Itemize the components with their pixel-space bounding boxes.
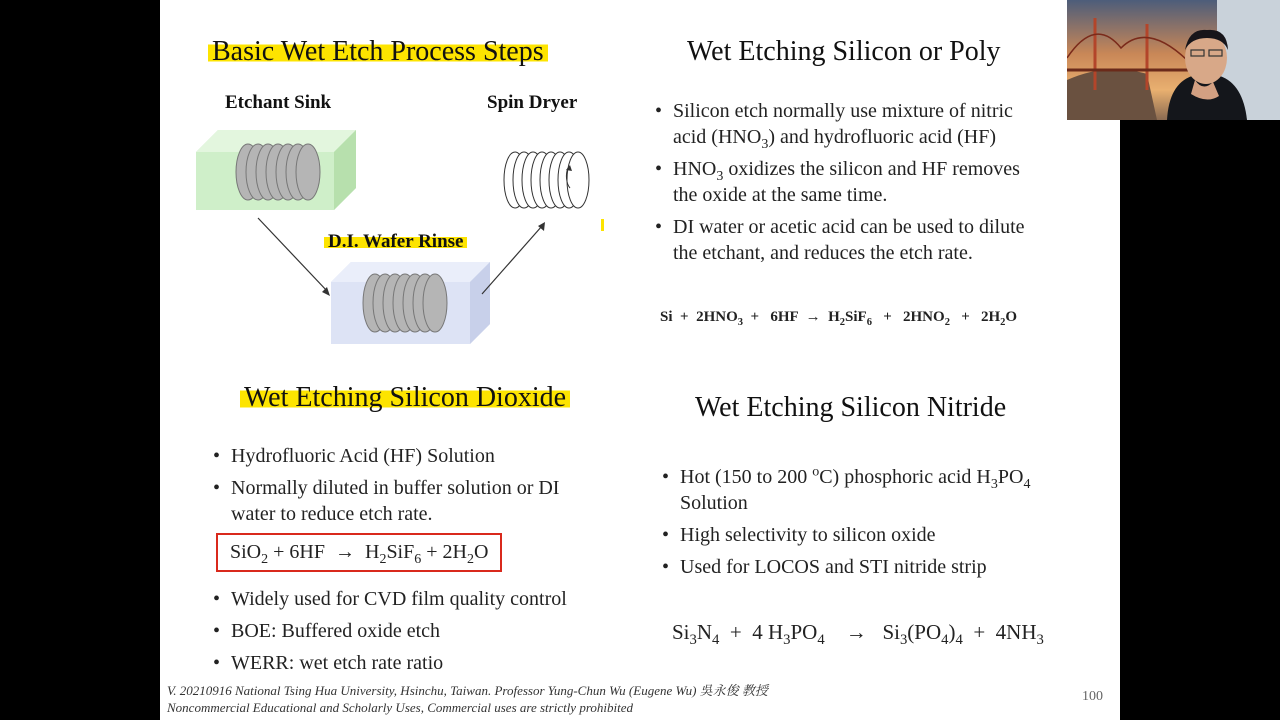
- q4-bullet-1: • Hot (150 to 200 $^o$C) phosphoric acid $H_3PO_4$ Solution: [662, 464, 1102, 516]
- wet-etch-process-diagram: [190, 118, 630, 350]
- spin-dryer-label: Spin Dryer: [487, 92, 578, 113]
- flow-arrow-sink-to-rinse: [258, 218, 330, 296]
- footer-line-2: Noncommercial Educational and Scholarly Uses, Commercial uses are strictly prohibited: [167, 700, 634, 715]
- q3-bullets-top: [213, 443, 633, 533]
- slide-footer: [167, 682, 768, 716]
- q3-bullets-bottom: [213, 586, 633, 682]
- q2-bullet-3: • DI water or acetic acid can be used to dilute the etchant, and reduces the etch rate.: [655, 214, 1095, 266]
- q3-equation-box: $SiO_2 + 6HF \to H_2SiF_6 + 2H_2O$: [216, 533, 502, 572]
- q3-bullet-5: • WERR: wet etch rate ratio: [213, 650, 633, 676]
- q4-equation: $Si_3N_4 + 4$ $H_3PO_4$ → $Si_3(PO_4)_4 + 4NH_3$: [672, 620, 1044, 649]
- footer-line-1: V. 20210916 National Tsing Hua University, Hsinchu, Taiwan. Professor Yung-Chun Wu (Eugene Wu) 吳永俊 教授: [167, 683, 768, 698]
- presenter-video: [1067, 0, 1280, 120]
- q3-bullet-2: • Normally diluted in buffer solution or DI water to reduce etch rate.: [213, 475, 633, 527]
- q2-bullets: [655, 98, 1095, 272]
- q4-bullets: [662, 464, 1102, 586]
- slide-page-number: 100: [1082, 689, 1103, 704]
- q2-equation: $Si + 2HNO_3$ + $6HF \to H_2SiF_6$ + $2HNO_2$ + $2H_2O$: [660, 309, 1018, 328]
- q4-bullet-2: • High selectivity to silicon oxide: [662, 522, 1102, 548]
- etchant-sink-tank: [196, 130, 356, 210]
- di-rinse-label: D.I. Wafer Rinse: [324, 231, 467, 253]
- q4-title: Wet Etching Silicon Nitride: [695, 392, 1007, 423]
- q3-title: Wet Etching Silicon Dioxide: [240, 382, 570, 414]
- highlight-mark: [601, 219, 604, 231]
- q3-bullet-1: • Hydrofluoric Acid (HF) Solution: [213, 443, 633, 469]
- di-rinse-tank: [331, 262, 490, 344]
- presentation-slide: [160, 0, 1120, 720]
- etchant-sink-label: Etchant Sink: [225, 92, 332, 113]
- q3-bullet-4: • BOE: Buffered oxide etch: [213, 618, 633, 644]
- flow-arrow-rinse-to-dryer: [482, 222, 545, 294]
- q2-bullet-2: • $HNO_3$ oxidizes the silicon and HF removes the oxide at the same time.: [655, 156, 1095, 208]
- presenter-video-feed: [1067, 0, 1280, 120]
- q3-bullet-3: • Widely used for CVD film quality control: [213, 586, 633, 612]
- q4-bullet-3: • Used for LOCOS and STI nitride strip: [662, 554, 1102, 580]
- q2-bullet-1: • Silicon etch normally use mixture of nitric acid $(HNO_3)$ and hydrofluoric acid (HF): [655, 98, 1095, 150]
- q2-title: Wet Etching Silicon or Poly: [687, 36, 1001, 67]
- spin-dryer-wafers: [504, 152, 589, 208]
- q1-title: Basic Wet Etch Process Steps: [208, 36, 548, 68]
